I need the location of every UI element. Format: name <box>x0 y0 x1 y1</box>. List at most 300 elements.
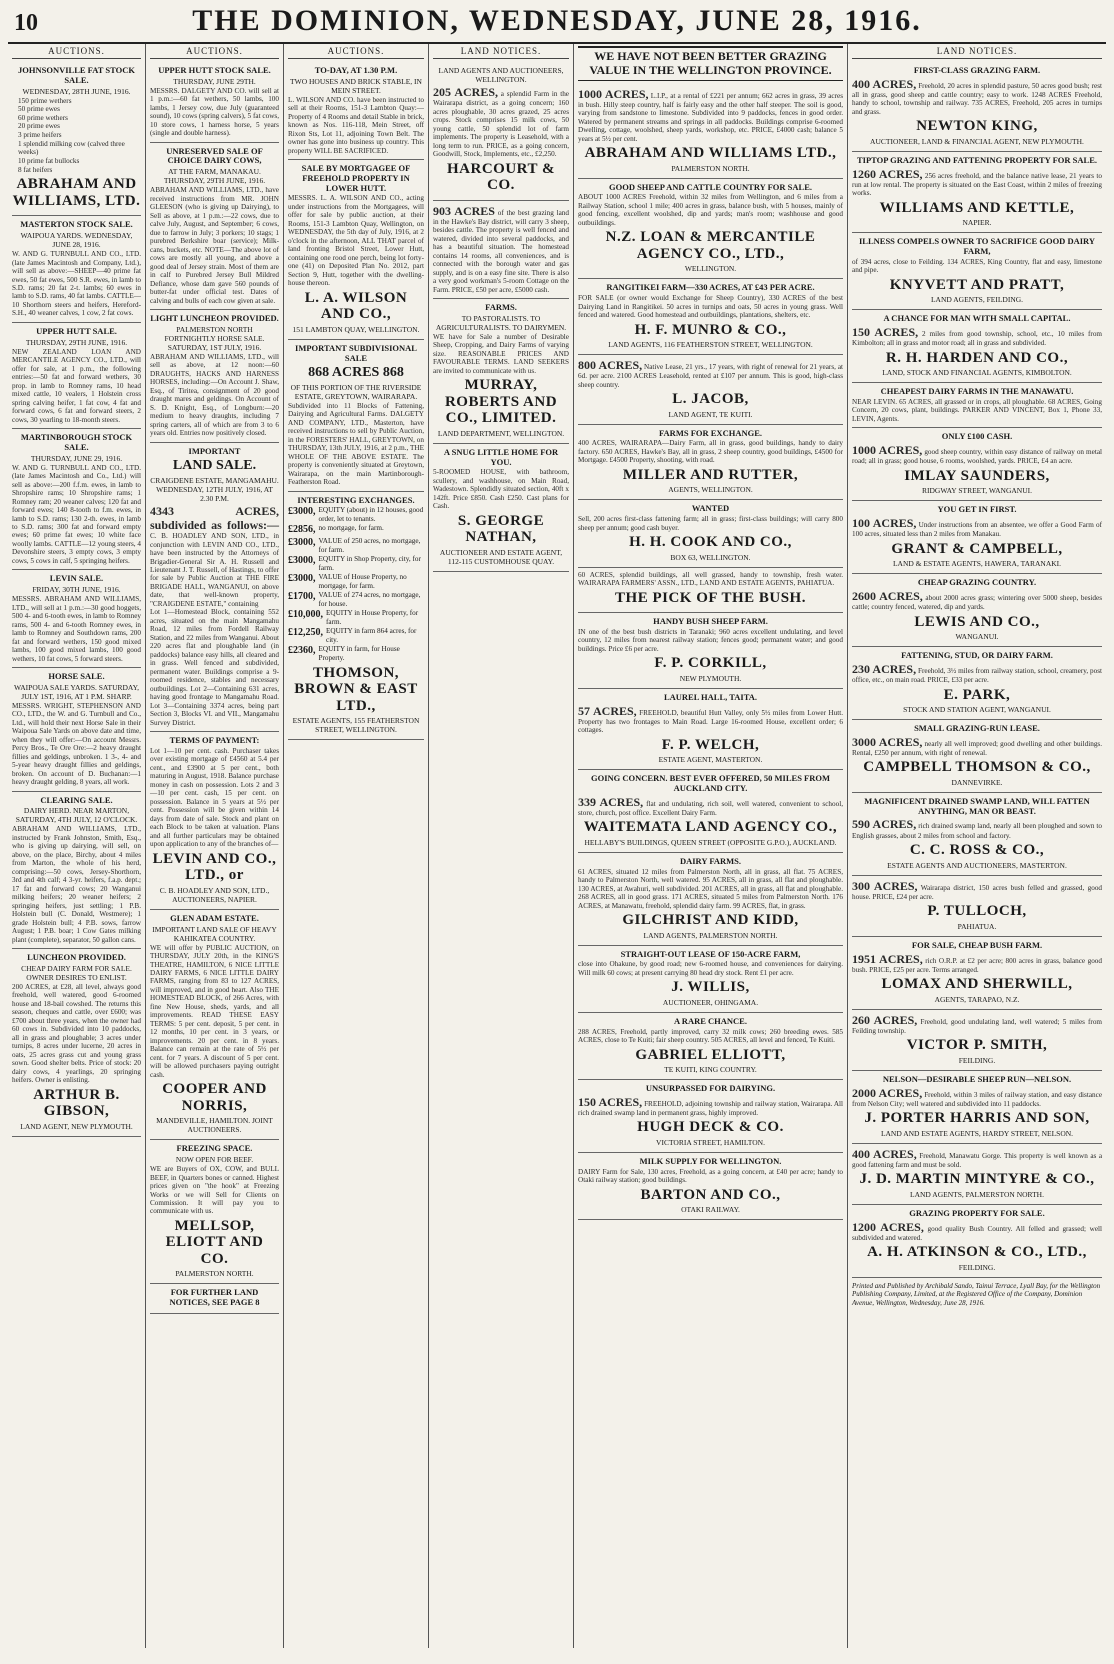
ad-lead: 1000 ACRES, <box>578 86 649 101</box>
advertiser-name: ABRAHAM AND WILLIAMS, LTD. <box>12 176 141 209</box>
ad-title: FARMS. <box>485 302 517 313</box>
ad-text: 256 acres freehold, and the balance native lease, 21 years to run at low rental. The property is situated on the East Coast, within 2 miles of freezing works. <box>852 171 1102 198</box>
ad-body <box>578 795 843 818</box>
ad-lead: 260 ACRES, <box>852 1012 918 1027</box>
ad-body <box>12 825 141 944</box>
ad-body <box>288 194 424 287</box>
advertisement <box>150 443 279 733</box>
ad-subtitle: AT THE FARM, MANAKAU. THURSDAY, 29TH JUNE, 1916. <box>163 167 266 186</box>
ad-title: ILLNESS COMPELS OWNER TO SACRIFICE GOOD DAIRY FARM, <box>858 236 1096 257</box>
ad-lead: 903 ACRES <box>433 203 495 218</box>
advertiser-address: LAND AGENTS, FEILDING. <box>930 295 1024 305</box>
ad-title: FREEZING SPACE. <box>176 1143 253 1154</box>
advertiser-name: HUGH DECK & CO. <box>637 1119 784 1136</box>
ad-title: INTERESTING EXCHANGES. <box>297 494 415 505</box>
advertisement <box>578 689 843 770</box>
ad-title: FOR FURTHER LAND NOTICES, SEE PAGE 8 <box>169 1287 260 1308</box>
ad-title: MILK SUPPLY FOR WELLINGTON. <box>639 1155 782 1166</box>
ad-text: W. AND G. TURNBULL AND CO., LTD. (late James Macintosh and Co., Ltd.) will sell as above:—200 f.f.m. ewes, in lamb to Shropshire rams; 10 Shropshire rams; 1 Romney ram; 20 weaner calves; 120 fat and forward ewes; 140 8-tooth to f.m. ewes, in lamb to S.D. rams; 130 2-th. ewes, in lamb to S.D. rams; 300 fat and forward empty ewes; 60 prime fat ewes; 10 white face woolly lambs. CATTLE—12 young steers, 4 Devonshire steers, 3 empty cows, 3 empty cows, 5 cows in calf, 5 springing heifers. <box>12 463 141 565</box>
exchange-description: VALUE of 250 acres, no mortgage, for farm. <box>318 536 421 554</box>
ad-title: SMALL GRAZING-RUN LEASE. <box>914 723 1040 734</box>
ad-text: Freehold, good undulating land, well watered; 5 miles from Feilding township. <box>852 1017 1103 1035</box>
ad-body <box>12 348 141 424</box>
ad-text: WE will offer by PUBLIC AUCTION, on THURSDAY, JULY 20th, in the KING'S THEATRE, HAMILTON, 6 NICE LITTLE DAIRY FARMS, 6 NICE LITTLE DAIRY FARMS, ranging from 83 to 127 ACRES, will improved, and in good heart. Also THE HOMESTEAD BLOCK, of 266 Acres, with fine New House, sheds, yards, and all improvements. READ THESE EASY TERMS: 5 per cent. deposit, 5 per cent. in 12 months, 10 per cent. in 3 years, or improvements. 20 per cent. in 8 years. Balance can remain at the rate of 5½ per cent. for 7 years. A discount of 5 per cent. will be allowed purchasers paying outright cash. <box>150 943 279 1079</box>
ad-subtitle: DAIRY HERD. NEAR MARTON, SATURDAY, 4TH JULY, 12 O'CLOCK. <box>15 806 138 825</box>
advertiser-name: H. F. MUNRO & CO., <box>634 321 787 338</box>
ad-text: 60 ACRES, splendid buildings, all well grassed, handy to township, fresh water. WAIRARAPA FARMERS' ASSN., LTD., LAND AND ESTATE AGENTS, PAHIATUA. <box>578 570 843 588</box>
ad-body <box>12 702 141 787</box>
ad-lead: 590 ACRES, <box>852 817 917 832</box>
ad-title: LAUREL HALL, TAITA. <box>663 691 758 702</box>
exchange-amount: £3000, <box>288 554 316 566</box>
advertiser-address: LAND AGENTS, PALMERSTON NORTH. <box>643 930 778 940</box>
exchange-amount: £3000, <box>288 572 316 584</box>
section-heading: LAND NOTICES. <box>433 46 569 59</box>
ad-title: LUNCHEON PROVIDED. <box>27 952 126 963</box>
ad-title: TERMS OF PAYMENT: <box>169 735 260 746</box>
ad-lead: 205 ACRES, <box>433 85 498 99</box>
advertiser-name: COOPER AND NORRIS, <box>162 1081 267 1114</box>
advertisement <box>578 568 843 613</box>
advertisement <box>150 310 279 443</box>
advertisement <box>150 732 279 910</box>
advertisement <box>578 425 843 501</box>
ad-title: A RARE CHANCE. <box>674 1015 747 1026</box>
advertisement <box>12 323 141 429</box>
advertiser-name: J. WILLIS, <box>671 979 750 996</box>
ad-title: UPPER HUTT STOCK SALE. <box>158 65 271 75</box>
advertiser-address: ESTATE AGENT, MASTERTON. <box>658 755 763 765</box>
ad-title: FIRST-CLASS GRAZING FARM. <box>913 65 1041 75</box>
columns <box>8 44 1106 1648</box>
advertisement <box>433 299 569 444</box>
ad-text: Freehold, Manawatu Gorge. This property is well known as a good fattening farm and must be sold. <box>852 1151 1103 1169</box>
advertiser-name: R. H. HARDEN AND CO., <box>885 349 1069 366</box>
ad-title: IMPORTANT <box>188 445 241 456</box>
exchange-amount: £10,000, <box>288 608 323 620</box>
advertisement <box>150 1140 279 1284</box>
advertiser-name: P. TULLOCH, <box>927 903 1027 920</box>
ad-title: MAGNIFICENT DRAINED SWAMP LAND, WILL FATTEN ANYTHING, MAN OR BEAST. <box>864 795 1090 816</box>
ad-text: 5-ROOMED HOUSE, with bathroom, scullery, and washhouse, on Main Road, Wadestown. Splendidly situated section, 40ft x 142ft. Price £850. Cash £250. Cast plans for Cash. <box>433 468 569 511</box>
advertisement <box>578 179 843 280</box>
advertisement <box>578 1013 843 1080</box>
ad-body <box>852 1220 1102 1243</box>
ad-body <box>150 944 279 1080</box>
advertiser-name: F. P. CORKILL, <box>654 655 767 672</box>
ad-title: CHEAP GRAZING COUNTRY. <box>917 577 1037 588</box>
ad-subtitle: WAIPOUA SALE YARDS. SATURDAY, JULY 1ST, 1916, AT 1 P.M. SHARP. <box>14 682 139 701</box>
exchange-row <box>288 627 424 645</box>
advertisement <box>852 1205 1102 1278</box>
advertisement <box>12 668 141 792</box>
ad-body <box>578 960 843 977</box>
ad-text: C. B. HOADLEY AND SON, LTD., in conjunction with LEVIN AND CO., LTD., have been instructed by the Attorneys of Brigadier-General Sir A. H. Russell and Lieutenant J. T. Russell, of Hastings, to offer for sale by Public Auction at THE FIRE BRIGADE HALL, WANGANUI, on above date, that well-known property, "CRAIGDENE ESTATE," containing <box>150 532 279 608</box>
ad-text: DAIRY Farm for Sale, 130 acres, Freehold, as a going concern, at £40 per acre; handy to Otaki railway station; good buildings. <box>578 1167 843 1185</box>
advertiser-address: LAND AND ESTATE AGENTS, HARDY STREET, NELSON. <box>880 1128 1074 1138</box>
ad-text: FOR SALE (or owner would Exchange for Sheep Country), 330 ACRES of the best Dairying Land in Rangitikei. 50 acres in turnips and oats, 50 acres in young grass. Well fenced and watered. Good homestead and outbuildings, plantations, shelters, etc. <box>578 294 843 320</box>
ad-lead: 100 ACRES, <box>852 516 917 531</box>
ad-body <box>852 443 1102 466</box>
ad-lead: 1951 ACRES, <box>852 951 923 966</box>
ad-body <box>288 96 424 155</box>
exchange-amount: £1700, <box>288 590 316 602</box>
advertiser-address: PALMERSTON NORTH. <box>671 163 750 173</box>
ad-text: ABRAHAM AND WILLIAMS, LTD., will sell as above, at 12 noon:—60 DRAUGHTS, HACKS AND HARNESS HORSES, including:—On Account J. Shaw, Esq., of Tiritea, consignment of 20 good draught mares and geldings. On Account of S. D. Knight, Esq., of Longburn:—20 medium to heavy draughts, including 7 spring carters, all of which are from 3 to 6 years old. Entries now positively closed. <box>150 352 279 438</box>
advertiser-address: LAND AGENTS, 116 FEATHERSTON STREET, WELLINGTON. <box>608 340 813 350</box>
advertiser-address: RIDGWAY STREET, WANGANUI. <box>922 486 1032 496</box>
advertisement <box>150 62 279 143</box>
ad-text: Lot 1—10 per cent. cash. Purchaser takes over existing mortgage of £4560 at 5.4 per cent., and £3900 at 5 per cent., both maturing in August, 1918. Balance purchase money in cash on possession. Lots 2 and 3—10 per cent. cash, 15 per cent. on possession. Balance in 5 years at 5½ per cent. Possession will be given within 14 days from date of sale. Stock and plant on each Block to be taken at valuation. Plans and all further particulars may be obtained upon application to any of the branches of— <box>150 746 279 849</box>
ad-title: WANTED <box>691 503 730 514</box>
ad-title: LIGHT LUNCHEON PROVIDED. <box>150 312 279 323</box>
ad-text: MESSRS. WRIGHT, STEPHENSON AND CO., LTD., the W. and G. Turnbull and Co., Ltd., will hold their next Horse Sale in their Waipoua Sale Yards on above date and time, when they will offer:—On account Messrs. Percy Bros., Te Ore Ore:—2 heavy draught fillies and geldings, unbroken. 1 3-, 4- and 5-year heavy draught fillies and geldings, broken. On account of D. Buchanan:—1 heavy draught gelding, 8 years, all work. <box>12 701 141 787</box>
printer-imprint: Printed and Published by Archibald Sando, Tainui Terrace, Lyall Bay, for the Wellington Publishing Company, Limited, at the Registered Office of the Company, Dominion Avenue, Wellington, Wednesday, June 28, 1916. <box>852 1281 1101 1307</box>
ad-body <box>852 325 1102 348</box>
advertisement <box>852 574 1102 647</box>
exchange-description: EQUITY in House Property, for farm. <box>326 608 419 626</box>
advertiser-address: AUCTIONEER, LAND & FINANCIAL AGENT, NEW PLYMOUTH. <box>870 136 1084 146</box>
advertisement <box>852 152 1102 233</box>
ad-text: ABRAHAM AND WILLIAMS, LTD., have received instructions from MR. JOHN GLEESON (who is giving up Dairying), to Sell as above, at 1 p.m.:—22 cows, due to calve July, August, and September; 6 cows, due to farrow in July; 3 porkers; 10 stags; 1 purebred Berkshire boar (service); Milk-cans, buckets, etc. NOTE—The above lot of cows are mostly all young, and above a good deal of Jersey strain. Most of them are in calf to Purebred Jersey Bull Mildred Defiance, whose dam gave 560 pounds of butter-fat under official test. Dates of calving and bulls of each cow given at sale. <box>150 186 279 305</box>
ad-lead: 230 ACRES, <box>852 661 917 676</box>
advertiser-name: LEWIS AND CO., <box>914 613 1040 630</box>
page-number: 10 <box>14 10 38 36</box>
exchange-description: VALUE of House Property, no mortgage, for farm. <box>318 572 407 590</box>
advertiser-name: N.Z. LOAN & MERCANTILE AGENCY CO., LTD., <box>605 229 816 262</box>
column-auctions-2 <box>146 44 284 1648</box>
ad-title: RANGITIKEI FARM—330 ACRES, AT £43 PER ACRE. <box>606 282 815 293</box>
ad-body <box>288 402 424 487</box>
column-land-notices-1 <box>429 44 574 1648</box>
exchange-description: EQUITY in Shop Property, city, for farm. <box>318 554 421 572</box>
ad-body <box>150 1165 279 1216</box>
ad-lead: 400 ACRES, <box>852 76 917 91</box>
ad-text: 288 ACRES, Freehold, partly improved, carry 32 milk cows; 260 breeding ewes. 585 ACRES, close to Te Kuiti; fair sheep country. 505 ACRES, all level and fenced, Te Kuiti. <box>578 1027 843 1045</box>
advertiser-name: IMLAY SAUNDERS, <box>904 467 1050 484</box>
ad-title: GOING CONCERN. BEST EVER OFFERED, 50 MILES FROM AUCKLAND CITY. <box>590 773 831 794</box>
advertisement <box>852 1071 1102 1144</box>
advertiser-name: L. A. WILSON AND CO., <box>304 289 408 323</box>
ad-body <box>433 333 569 375</box>
list-item: 50 prime ewes <box>18 105 60 114</box>
exchange-row <box>288 573 424 591</box>
advertisement <box>852 876 1102 937</box>
ad-text: flat and undulating, rich soil, well watered, convenient to school, store, church, post office. Excellent Dairy Farm. <box>578 799 843 817</box>
advertiser-address: PALMERSTON NORTH. <box>175 1269 254 1279</box>
ad-title: UPPER HUTT SALE. <box>36 325 117 336</box>
ad-body <box>852 398 1102 423</box>
advertiser-name: J. D. MARTIN MINTYRE & CO., <box>859 1171 1095 1188</box>
ad-body <box>150 353 279 438</box>
advertisement <box>852 233 1102 310</box>
advertisement <box>852 793 1102 876</box>
ad-subtitle: CHEAP DAIRY FARM FOR SALE. OWNER DESIRES TO ENLIST. <box>21 963 132 982</box>
advertisement <box>578 613 843 689</box>
newspaper-title: THE DOMINION, WEDNESDAY, JUNE 28, 1916. <box>192 4 922 37</box>
exchange-amount: £12,250, <box>288 626 323 638</box>
ad-body <box>578 571 843 588</box>
ad-subtitle: TWO HOUSES AND BRICK STABLE, IN MEIN STREET. <box>290 76 422 95</box>
ad-subtitle: OF THIS PORTION OF THE RIVERSIDE ESTATE, GREYTOWN, WAIRARAPA. <box>290 382 422 401</box>
list-item: 20 prime ewes <box>18 122 60 131</box>
advertiser-name: MILLER AND RUTTER, <box>622 466 799 483</box>
advertisement <box>433 201 569 300</box>
advertiser-address: WELLINGTON. <box>684 264 737 274</box>
ad-text: close into Ohakune, by good road; new 6-roomed house, and conveniences for dairying. Will milk 60 cows; at present carrying 80 head dry stock. Rent £1 per acre. <box>578 960 843 977</box>
exchange-description: EQUITY in farm 864 acres, for city. <box>326 626 417 644</box>
ad-title: A SNUG LITTLE HOME FOR YOU. <box>443 446 559 467</box>
ad-body <box>433 204 569 295</box>
ad-text: ABOUT 1000 ACRES Freehold, within 32 miles from Wellington, and 6 miles from a Railway Station, school 1 mile; 400 acres in grass, balance bush, with 5 houses, mainly of good fencing, excellent woolshed, dip and yards; man's room; washhouse and good outbuildings. <box>578 193 843 227</box>
ad-lead: 57 ACRES, <box>578 703 637 718</box>
advertiser-address: PAHIATUA. <box>957 921 997 931</box>
section-banner: WE HAVE NOT BEEN BETTER GRAZING VALUE IN THE WELLINGTON PROVINCE. <box>578 46 843 81</box>
ad-body <box>852 879 1102 902</box>
section-heading: AUCTIONS. <box>288 46 424 59</box>
ad-body <box>852 516 1102 539</box>
ad-title: UNSURPASSED FOR DAIRYING. <box>645 1083 776 1094</box>
list-item: 1 splendid milking cow (calved three weeks) <box>18 139 125 157</box>
advertiser-address: WANGANUI. <box>955 632 999 642</box>
advertiser-name: J. PORTER HARRIS AND SON, <box>864 1110 1090 1127</box>
advertiser-name: NEWTON KING, <box>916 118 1038 135</box>
ad-lead: 150 ACRES, <box>578 1094 643 1109</box>
advertiser-address: AUCTIONEER, OHINGAMA. <box>662 997 759 1007</box>
ad-title: CHEAPEST DAIRY FARMS IN THE MANAWATU. <box>880 386 1074 397</box>
advertiser-address: NEW PLYMOUTH. <box>679 673 742 683</box>
exchange-amount: £3000, <box>288 506 316 518</box>
advertiser-address: OTAKI RAILWAY. <box>681 1205 740 1215</box>
ad-lead: 1000 ACRES, <box>852 443 923 458</box>
exchange-amount: £2360, <box>288 644 316 656</box>
ad-body-continued: Lot 1—Homestead Block, containing 552 acres, situated on the main Mangamahu Road, 12 miles from Fordell Railway Station, and 22 miles from Wanganui. About 220 acres flat and ploughable land (in paddocks) balance easy hills, all cleared and in grass. Well fenced and subdivided, permanent water. Buildings comprise a 9-roomed residence, stables and necessary outbuildings. Lot 2—Containing 631 acres, having good frontage to Mangamahu Road. Lot 3—Containing 3374 acres, being part Section 3, Blocks VI. and VII., Mangamahu Survey District. <box>150 608 279 727</box>
ad-body <box>578 294 843 319</box>
ad-title: SALE BY MORTGAGEE OF FREEHOLD PROPERTY IN LOWER HUTT. <box>301 163 411 193</box>
advertiser-address: AGENTS, TARAPAO, N.Z. <box>934 994 1020 1004</box>
ad-lead: 1200 ACRES, <box>852 1219 924 1234</box>
ad-text: MESSRS. ABRAHAM AND WILLIAMS, LTD., will sell at 1 p.m.:—30 good hoggets, 500 4- and 6-tooth ewes, in lamb to Romney rams, 500 4- and 6-tooth Romney ewes, in lamb to Romney and Southdown rams, 200 fat and forward wethers, 150 good mixed lambs, 100 good mixed lambs, 100 good wethers, 10 fat cows, 5 forward steers. <box>12 595 141 663</box>
ad-body <box>150 87 279 138</box>
ad-body <box>578 439 843 464</box>
advertisement <box>288 492 424 741</box>
ad-body <box>852 735 1102 758</box>
advertiser-name: C. C. ROSS & CO., <box>909 842 1045 859</box>
advertiser-name: CAMPBELL THOMSON & CO., <box>863 759 1091 776</box>
advertiser-address: C. B. HOADLEY AND SON, LTD., AUCTIONEERS, NAPIER. <box>159 885 270 904</box>
exchange-amount: £2856, <box>288 524 316 536</box>
advertiser-address: ESTATE AGENTS, 155 FEATHERSTON STREET, WELLINGTON. <box>292 716 420 735</box>
exchange-row <box>288 645 424 663</box>
advertiser-name: HARCOURT & CO. <box>447 160 555 194</box>
column-auctions-3 <box>284 44 429 1648</box>
ad-subtitle: TO PASTORALISTS. TO AGRICULTURALISTS. TO DAIRYMEN. <box>435 313 567 332</box>
ad-text: Sell, 200 acres first-class fattening farm; all in grass; first-class buildings; will carry 800 sheep per annum; good cash buyer. <box>578 515 843 532</box>
advertisement <box>578 853 843 946</box>
advertisement <box>12 62 141 216</box>
ad-subtitle: LAND AGENTS AND AUCTIONEERS, WELLINGTON. <box>438 66 564 84</box>
ad-title: TIPTOP GRAZING AND FATTENING PROPERTY FOR SALE. <box>856 154 1097 165</box>
advertiser-address: BOX 63, WELLINGTON. <box>670 552 751 562</box>
ad-body <box>578 193 843 227</box>
ad-subtitle: WEDNESDAY, 28TH JUNE, 1916. <box>22 86 131 96</box>
ad-subtitle: THURSDAY, JUNE 29TH. <box>173 76 256 86</box>
ad-subtitle: IMPORTANT LAND SALE OF HEAVY KAHIKATEA COUNTRY. <box>152 924 277 943</box>
advertiser-name: LEVIN AND CO., LTD., or <box>152 850 277 884</box>
ad-body <box>578 515 843 532</box>
ad-body <box>578 868 843 910</box>
ad-text: about 2000 acres grass; wintering over 5000 sheep, besides cattle; country fenced, watered, dip and yards. <box>852 593 1103 612</box>
ad-body <box>852 589 1102 612</box>
ad-title: MARTINBOROUGH STOCK SALE. <box>20 432 133 452</box>
ad-lead: 300 ACRES, <box>852 878 918 893</box>
ad-body <box>150 504 279 609</box>
ad-body <box>852 952 1102 975</box>
list-item: 8 fat heifers <box>18 165 53 174</box>
advertiser-name: F. P. WELCH, <box>661 736 760 753</box>
column-auctions-1 <box>8 44 146 1648</box>
advertiser-address: LAND, STOCK AND FINANCIAL AGENTS, KIMBOLTON. <box>882 368 1072 378</box>
advertiser-address: LAND & ESTATE AGENTS, HAWERA, TARANAKI. <box>892 559 1062 569</box>
exchange-description: VALUE of 274 acres, no mortgage, for house. <box>318 590 421 608</box>
ad-text: 400 ACRES, WAIRARAPA—Dairy Farm, all in grass, good buildings, handy to dairy factory. 650 ACRES, Hawke's Bay, all in grass, 2 sheep country, good buildings, £4500 for Mortgage. £4500 Property, shooting, with road. <box>578 439 843 465</box>
ad-title: YOU GET IN FIRST. <box>937 504 1017 515</box>
advertisement <box>150 143 279 310</box>
ad-text: Freehold, 3½ miles from railway station, school, creamery, post office, etc., on main road. PRICE, £33 per acre. <box>852 666 1103 685</box>
newspaper-page <box>8 0 1106 1654</box>
advertisement <box>578 1080 843 1153</box>
ad-title: NELSON—DESIRABLE SHEEP RUN—NELSON. <box>882 1073 1072 1084</box>
ad-text: NEAR LEVIN. 65 ACRES, all grassed or in crops, all ploughable. 68 ACRES, Going Concern, 20 cows, plant, buildings. PARKER AND VINCENT, Box 1, Phone 33, LEVIN, Agents. <box>852 397 1102 423</box>
ad-lead: 150 ACRES, <box>852 325 919 340</box>
ad-lead: 4343 ACRES, subdivided as follows:— <box>150 503 279 532</box>
ad-text: W. AND G. TURNBULL AND CO., LTD. (late James Macintosh and Company, Ltd.), will sell as above:—SHEEP—40 prime fat ewes, 50 fat ewes, 500 S.R. ewes, in lamb to S.D. rams; 20 fat 2-t. lambs; 60 ewes in lamb to S.D. rams, 40 fat lambs. CATTLE—10 Shorthorn steers and heifers, Hereford-S.H., 40 weaner calves, 1 cow, 2 fat cows. <box>12 250 141 318</box>
ad-text: MESSRS. DALGETY AND CO. will sell at 1 p.m.:—60 fat wethers, 50 lambs, 100 lambs, 1 Jersey cow, due July (guaranteed sound), 10 cows (spring calvers), 5 fat cows, 10 store cows, 1 harness horse, 5 years (single and double harness). <box>150 86 279 138</box>
exchange-row <box>288 506 424 524</box>
ad-body <box>150 747 279 849</box>
ad-title: UNRESERVED SALE OF CHOICE DAIRY COWS, <box>166 145 263 166</box>
advertiser-name: MELLSOP, ELIOTT AND CO. <box>165 1217 264 1267</box>
ad-text: nearly all well improved; good dwelling and other buildings. Rental, £250 per annum, with right of renewal. <box>852 739 1103 757</box>
ad-text: good sheep country, within easy distance of railway on metal road; all in grass; good house, 6 rooms, woolshed, yards. PRICE, £4 an acre. <box>852 448 1103 466</box>
ad-body <box>12 464 141 566</box>
advertiser-name: WAITEMATA LAND AGENCY CO., <box>583 819 838 836</box>
advertiser-name: H. H. COOK AND CO., <box>629 534 792 551</box>
advertisement <box>578 1153 843 1220</box>
advertiser-address: FEILDING. <box>958 1262 996 1272</box>
advertiser-address: TE KUITI, KING COUNTRY. <box>664 1065 757 1075</box>
ad-body <box>852 1147 1102 1170</box>
advertisement <box>852 62 1102 152</box>
advertisement <box>150 910 279 1141</box>
ad-body <box>578 1095 843 1118</box>
advertiser-address: VICTORIA STREET, HAMILTON. <box>656 1137 765 1147</box>
advertisement <box>852 310 1102 383</box>
ad-text: L. WILSON AND CO. have been instructed to sell at their Rooms, 151-3 Lambton Quay:—Property of 4 Rooms and detail Stable in brick, known as Nos. 116-118, Mein Street, off Rixon Sts, Lot 11, adjoining Town Belt. The owner has gone into business up country. This property WILL BE SACRIFICED. <box>288 95 424 155</box>
ad-text: IN one of the best bush districts in Taranaki; 960 acres excellent undulating, and level country, 12 miles from nearest railway station; fences good; permanent water; and good buildings. Price £6 per acre. <box>578 627 843 653</box>
section-heading: AUCTIONS. <box>150 46 279 59</box>
list-item: 10 prime fat bullocks <box>18 157 80 166</box>
ad-body <box>852 167 1102 198</box>
advertisement <box>852 647 1102 720</box>
ad-text: Freehold, 20 acres in splendid pasture, 50 acres good bush; rest all in grass, good sheep and cattle country; easy to work. 1248 ACRES Freehold, handy to school, township and railway. 735 ACRES, Freehold, 205 acres in turnips and grass. <box>852 81 1103 116</box>
advertisement <box>433 62 569 201</box>
ad-title: STRAIGHT-OUT LEASE OF 150-ACRE FARM, <box>620 948 801 959</box>
advertisement <box>12 429 141 570</box>
exchange-description: EQUITY (about) in 12 houses, good order, let to tenants. <box>318 506 424 524</box>
advertiser-name: MURRAY, ROBERTS AND CO., LIMITED. <box>444 377 558 427</box>
advertiser-address: ESTATE AGENTS AND AUCTIONEERS, MASTERTON. <box>887 860 1067 870</box>
ad-text: ABRAHAM AND WILLIAMS, LTD., instructed by Frank Johnston, Smith, Esq., who is giving up dairying, will sell, on above, on the place, Birchy, about 4 miles from Marton, the whole of his herd, comprising:—50 cows, Jersey-Shorthorn, 3rd and 4th calf; 4 3-yr. heifers, f.a.p. dept.; 17 fat and forward cows; 20 Wanganui milking heifers; 20 weaner heifers; 2 springing heifers, just settling; 1 P.B. Holstein bull (C. Donald, Westmere); 1 grade Holstein bull; 4 P.B. sows, farrow August; 1 P.B. boar; 1 Cow Gates milking plant (complete), separator, 50 gallon cans. <box>12 825 141 944</box>
advertisement <box>12 792 141 950</box>
ad-body <box>578 628 843 653</box>
ad-text: L.I.P., at a rental of £221 per annum; 662 acres in grass, 39 acres in bush. Hilly steep country, half is fairly easy and the other half steeper. The soil is good, varying from sandstone to limestone. Subdivided into 9 paddocks, fences in good order. Watered by permanent streams and springs in all paddocks. Buildings comprise 6-roomed Dwelling, cottage, woolshed, sheep yards, workshop, etc. PRICE, £4000 cash; balance 5 years at 5½ per cent. <box>578 91 844 143</box>
advertiser-address: NAPIER. <box>962 218 992 228</box>
advertiser-name: GABRIEL ELLIOTT, <box>635 1046 786 1063</box>
ad-text: Wairarapa district, 150 acres bush felled and grassed, good house. PRICE, £24 per acre. <box>852 883 1103 901</box>
ad-headline: 868 ACRES 868 <box>308 365 404 381</box>
advertiser-address: LAND AGENTS, PALMERSTON NORTH. <box>910 1189 1044 1199</box>
section-heading: AUCTIONS. <box>12 46 141 59</box>
ad-title: FARMS FOR EXCHANGE. <box>658 427 763 438</box>
advertisement <box>12 949 141 1137</box>
ad-subtitle: WAIPOUA YARDS. WEDNESDAY, JUNE 28, 1916. <box>20 231 133 250</box>
ad-text: 61 ACRES, situated 12 miles from Palmerston North, all in grass, all flat. 75 ACRES, handy to Palmerston North, well watered. 95 ACRES, all in grass, all flat and ploughable. 130 ACRES, at Awahuri, well subdivided. 201 ACRES, all in grass, all flat and ploughable. 268 ACRES, all in good grass. 171 ACRES, situated 5 miles from Palmerston North. 176 ACRES, at Manawatu, freehold, splendid dairy farm. 99 ACRES, flat, in grass. <box>578 867 843 910</box>
ad-title: A CHANCE FOR MAN WITH SMALL CAPITAL. <box>883 313 1071 324</box>
ad-text: WE have for Sale a number of Desirable Sheep, Cropping, and Dairy Farms of varying size. REASONABLE PRICES AND FAVOURABLE TERMS. LAND SEEKERS are invited to communicate with us. <box>433 332 569 375</box>
ad-text: Subdivided into 11 Blocks of Fattening, Dairying and Agricultural Farms. DALGETY AND COMPANY, LTD., Masterton, have received instructions to sell by Public Auction, in the FORESTERS' HALL, GREYTOWN, on THURSDAY, 13th JULY, 1916, at 2 p.m., THE WHOLE OF THE ABOVE ESTATE. The property is conveniently situated at Greytown, Wairarapa, on the main Martinborough-Featherston Road. <box>288 401 424 487</box>
advertiser-name: E. PARK, <box>943 686 1011 703</box>
column-land-notices-2 <box>574 44 848 1648</box>
ad-lead: 2000 ACRES, <box>852 1085 923 1100</box>
exchange-description: no mortgage, for farm. <box>318 524 384 533</box>
ad-text: of the best grazing land in the Hawke's Bay district, will carry 3 sheep, besides cattle. The property is well fenced and watered, divided into several paddocks, and has a beautiful situation. The homestead contains 14 rooms, all conveniences, and is connected with the borough water and gas supply, and is on a easy fine site. There is also a very good workman's 5-room Cottage on the Farm. PRICE, £50 per acre, £5000 cash. <box>433 208 569 294</box>
column-land-notices-3 <box>848 44 1106 1648</box>
ad-headline: LAND SALE. <box>172 458 257 474</box>
ad-body <box>852 1013 1102 1036</box>
advertisement <box>852 383 1102 428</box>
advertiser-name: WILLIAMS AND KETTLE, <box>879 199 1075 216</box>
ad-title: LEVIN SALE. <box>49 573 104 584</box>
advertiser-name: A. H. ATKINSON & CO., LTD., <box>867 1244 1087 1261</box>
advertiser-address: LAND AGENT, TE KUITI. <box>668 409 753 419</box>
ad-body <box>852 662 1102 685</box>
advertisement <box>288 62 424 160</box>
ad-lead: 1260 ACRES, <box>852 166 923 181</box>
exchange-row <box>288 609 424 627</box>
ad-body <box>578 358 843 389</box>
advertiser-address: DANNEVIRKE. <box>951 777 1003 787</box>
ad-list <box>12 97 141 175</box>
ad-subtitle: THURSDAY, 29TH JUNE, 1916. <box>25 337 128 347</box>
advertisement <box>852 1144 1102 1205</box>
exchange-row <box>288 591 424 609</box>
ad-subtitle: FRIDAY, 30TH JUNE, 1916. <box>32 585 121 595</box>
exchange-description: EQUITY in farm, for House Property. <box>318 644 400 662</box>
ad-text: of 394 acres, close to Feilding. 134 ACRES, King Country, flat and easy, limestone and pipe. <box>852 257 1102 275</box>
ad-title: FOR SALE, CHEAP BUSH FARM. <box>911 939 1043 950</box>
advertiser-name: KNYVETT AND PRATT, <box>889 276 1065 293</box>
ad-text: FREEHOLD, beautiful Hutt Valley, only 5½ miles from Lower Hutt. Property has two frontages to Main Road. Large 16-roomed House, excellent order; 6 cottages. <box>578 708 844 735</box>
ad-text: 2 miles from good township, school, etc., 10 miles from Kimbolton; all in grass and motor road; all in grass and subdivided. <box>852 330 1103 348</box>
ad-text: rich O.R.P. at £2 per acre; 800 acres in grass, balance good bush. PRICE, £25 per acre. Terms arranged. <box>852 956 1102 974</box>
ad-text: 200 ACRES, at £28, all level, always good freehold, well watered, good 6-roomed house and 18-bail cowshed. The returns this season, cheques and cattle, over £600; was £700 about three years, when the owner had 60 cows in. Subdivided into 10 paddocks, all in grass and ploughable; 3 acres under turnips, 8 acres under lucerne, 20 acres in oats, 25 acres grass cut and young grass sown. Good shelter belts. Price of stock: 20 dairy cows, 4 yearlings, 20 springing heifers. Owner is enlisting. <box>12 982 141 1085</box>
ad-text: Freehold, within 3 miles of railway station, and easy distance from Nelson City; well watered and subdivided into 11 paddocks. <box>852 1090 1103 1108</box>
advertisement <box>12 570 141 668</box>
ad-subtitle: THURSDAY, JUNE 29, 1916. <box>30 453 123 463</box>
ad-text: Native Lease, 21 yrs., 17 years, with right of renewal for 21 years, at 6d. per acre. 2100 ACRES Leasehold, rented at £107 per annum. This is good, high-class sheep country. <box>578 363 844 389</box>
list-item: 60 prime wethers <box>18 113 68 122</box>
